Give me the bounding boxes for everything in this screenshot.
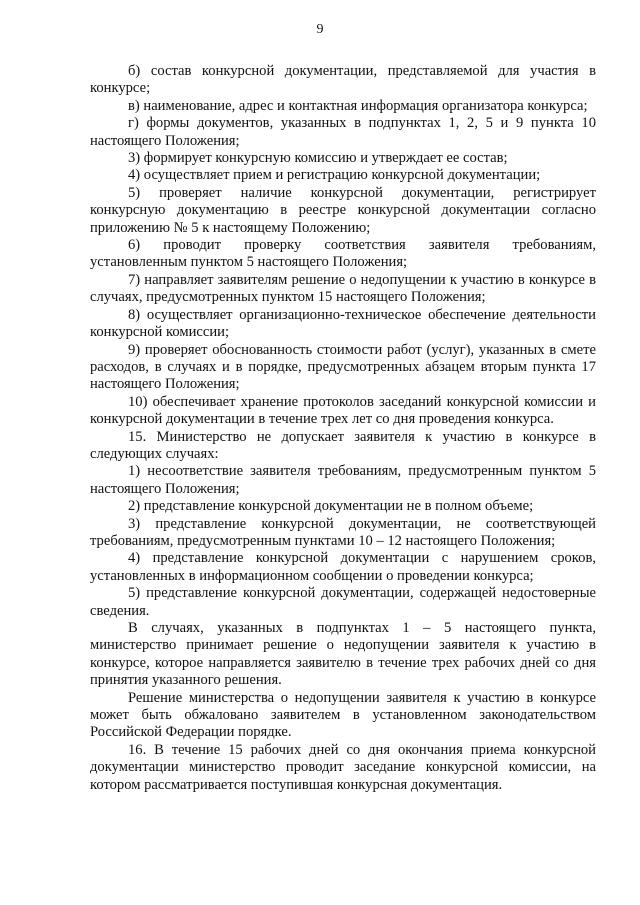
paragraph-15-1-noncompliance: 1) несоответствие заявителя требованиям, предусмотренным пунктом 5 настоящего Положения; (90, 463, 596, 497)
paragraph-15-exclusion: 15. Министерство не допускает заявителя к участию в конкурсе в следующих случаях: (90, 428, 596, 462)
paragraph-9-cost-check: 9) проверяет обоснованность стоимости работ (услуг), указанных в смете расходов, в случаях и в порядке, предусмотренных абзацем вторым пункта 17 настоящего Положения; (90, 341, 596, 393)
paragraph-5-registry: 5) проверяет наличие конкурсной документации, регистрирует конкурсную документацию в реестре конкурсной документации согласно приложению № 5 к настоящему Положению; (90, 184, 596, 236)
paragraph-8-technical-support: 8) осуществляет организационно-техническое обеспечение деятельности конкурсной комиссии; (90, 306, 596, 341)
page-number: 9 (316, 22, 324, 37)
paragraph-6-compliance-check: 6) проводит проверку соответствия заявителя требованиям, установленным пунктом 5 настоящего Положения; (90, 237, 596, 271)
paragraph-appeal: Решение министерства о недопущении заявителя к участию в конкурсе может быть обжаловано заявителем в установленном законодательством Российской Федерации порядке. (90, 689, 596, 741)
paragraph-15-4-deadline: 4) представление конкурсной документации с нарушением сроков, установленных в информационном сообщении о проведении конкурса; (90, 550, 596, 584)
paragraph-7-rejection-notice: 7) направляет заявителям решение о недопущении к участию в конкурсе в случаях, предусмотренных пунктом 15 настоящего Положения; (90, 271, 596, 306)
paragraph-15-5-false-info: 5) представление конкурсной документации, содержащей недостоверные сведения. (90, 585, 596, 619)
document-body (90, 63, 596, 794)
paragraph-4-registration: 4) осуществляет прием и регистрацию конкурсной документации; (128, 167, 541, 184)
paragraph-decision: В случаях, указанных в подпунктах 1 – 5 настоящего пункта, министерство принимает решение о недопущении заявителя к участию в конкурсе, которое направляется заявителю в течение трех рабочих дней со дня принятия указанного решения. (90, 620, 596, 689)
paragraph-b-contest-documents: б) состав конкурсной документации, представляемой для участия в конкурсе; (90, 63, 596, 97)
paragraph-v-organizer-info: в) наименование, адрес и контактная информация организатора конкурса; (128, 97, 588, 114)
paragraph-15-2-incomplete: 2) представление конкурсной документации не в полном объеме; (128, 498, 534, 515)
paragraph-10-storage: 10) обеспечивает хранение протоколов заседаний конкурсной комиссии и конкурсной документации в течение трех лет со дня проведения конкурса. (90, 393, 596, 428)
paragraph-g-document-forms: г) формы документов, указанных в подпунктах 1, 2, 5 и 9 пункта 10 настоящего Положения; (90, 115, 596, 149)
paragraph-3-commission: 3) формирует конкурсную комиссию и утверждает ее состав; (128, 150, 508, 167)
paragraph-15-3-requirements: 3) представление конкурсной документации, не соответствующей требованиям, предусмотренным пунктами 10 – 12 настоящего Положения; (90, 515, 596, 549)
paragraph-16-meeting: 16. В течение 15 рабочих дней со дня окончания приема конкурсной документации министерство проводит заседание конкурсной комиссии, на котором рассматривается поступившая конкурсная документация. (90, 741, 596, 793)
